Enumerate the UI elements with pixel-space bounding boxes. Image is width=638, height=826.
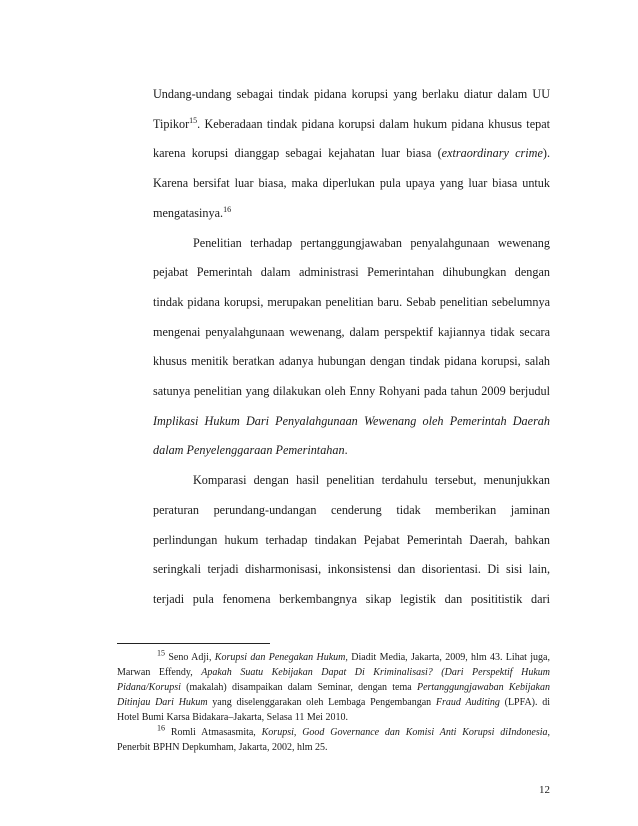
paragraph-2-end: .	[344, 443, 348, 458]
footnote-16-text-a: Romli Atmasasmita,	[165, 727, 262, 738]
footnote-15-text-e: (LPFA). di Hotel Bumi Karsa Bidakara–Jakarta, Selasa 11 Mei 2010.	[117, 697, 551, 723]
paragraph-3-text: Komparasi dengan hasil penelitian terdahulu tersebut, menunjukkan peraturan perundang-undangan cenderung tidak memberikan jaminan perlindungan hukum terhadap tindakan Pejabat Pemerintah Daerah, bahkan seringkali terjadi disharmonisasi, inkonsistensi dan disorientasi. Di sisi lain, terjadi pula fenomena berkembangnya sikap legistik dan posititistik dari	[153, 473, 550, 606]
extraordinary-crime-term: extraordinary crime	[441, 146, 543, 161]
paragraph-1-text: Undang-undang sebagai tindak pidana korupsi yang berlaku diatur dalam UU Tipikor	[153, 87, 550, 131]
footnotes	[117, 650, 550, 755]
page-number: 12	[539, 784, 550, 796]
footnote-16-book-title: Korupsi, Good Governance dan Komisi Anti Korupsi diIndonesia	[261, 727, 548, 738]
paragraph-3	[153, 466, 550, 615]
footnote-15-book-title: Korupsi dan Penegakan Hukum,	[214, 652, 348, 663]
footnote-15-text-d: yang diselenggarakan oleh Lembaga Pengembangan	[207, 697, 436, 708]
footnote-15-fraud-auditing: Fraud Auditing	[435, 697, 500, 708]
footnote-15-paper-title: Apakah Suatu Kebijakan Dapat Di Kriminalisasi? (Dari Perspektif Hukum Pidana/Korupsi	[117, 667, 550, 693]
paragraph-1-text-b: . Keberadaan tindak pidana korupsi dalam hukum pidana khusus tepat karena korupsi dianggap sebagai kejahatan luar biasa (	[153, 116, 550, 161]
footnote-15-text-a: Seno Adji,	[165, 652, 215, 663]
footnote-ref-15[interactable]: 15	[189, 115, 198, 125]
paragraph-2	[153, 229, 550, 467]
footnote-15-text-c: (makalah) disampaikan dalam Seminar, dengan tema	[180, 682, 417, 693]
footnote-16	[117, 725, 550, 755]
paragraph-1-text-c: ). Karena bersifat luar biasa, maka diperlukan pula upaya yang luar biasa untuk mengatasinya.	[153, 146, 550, 220]
cited-research-title: Implikasi Hukum Dari Penyalahgunaan Wewenang oleh Pemerintah Daerah dalam Penyelenggaraan Pemerintahan	[153, 413, 550, 458]
footnote-number-16: 16	[157, 723, 165, 733]
footnote-15-seminar-theme: Pertanggungjawaban Kebijakan Ditinjau Dari Hukum	[117, 682, 550, 708]
footnote-number-15: 15	[157, 648, 165, 658]
footnote-ref-16[interactable]: 16	[223, 204, 232, 214]
footnote-15	[117, 650, 550, 725]
footnote-separator	[117, 643, 270, 644]
paragraph-1	[153, 80, 550, 229]
footnote-15-text-b: Diadit Media, Jakarta, 2009, hlm 43. Lihat juga, Marwan Effendy,	[117, 652, 550, 678]
body-text	[153, 80, 550, 615]
paragraph-2-text: Penelitian terhadap pertanggungjawaban penyalahgunaan wewenang pejabat Pemerintah dalam administrasi Pemerintahan dihubungkan dengan tindak pidana korupsi, merupakan penelitian baru. Sebab penelitian sebelumnya mengenai penyalahgunaan wewenang, dalam perspektif kajiannya tidak secara khusus menitik beratkan adanya hubungan dengan tindak pidana korupsi, salah satunya penelitian yang dilakukan oleh Enny Rohyani pada tahun 2009 berjudul	[153, 235, 550, 399]
footnote-16-text-b: , Penerbit BPHN Depkumham, Jakarta, 2002, hlm 25.	[117, 727, 550, 753]
